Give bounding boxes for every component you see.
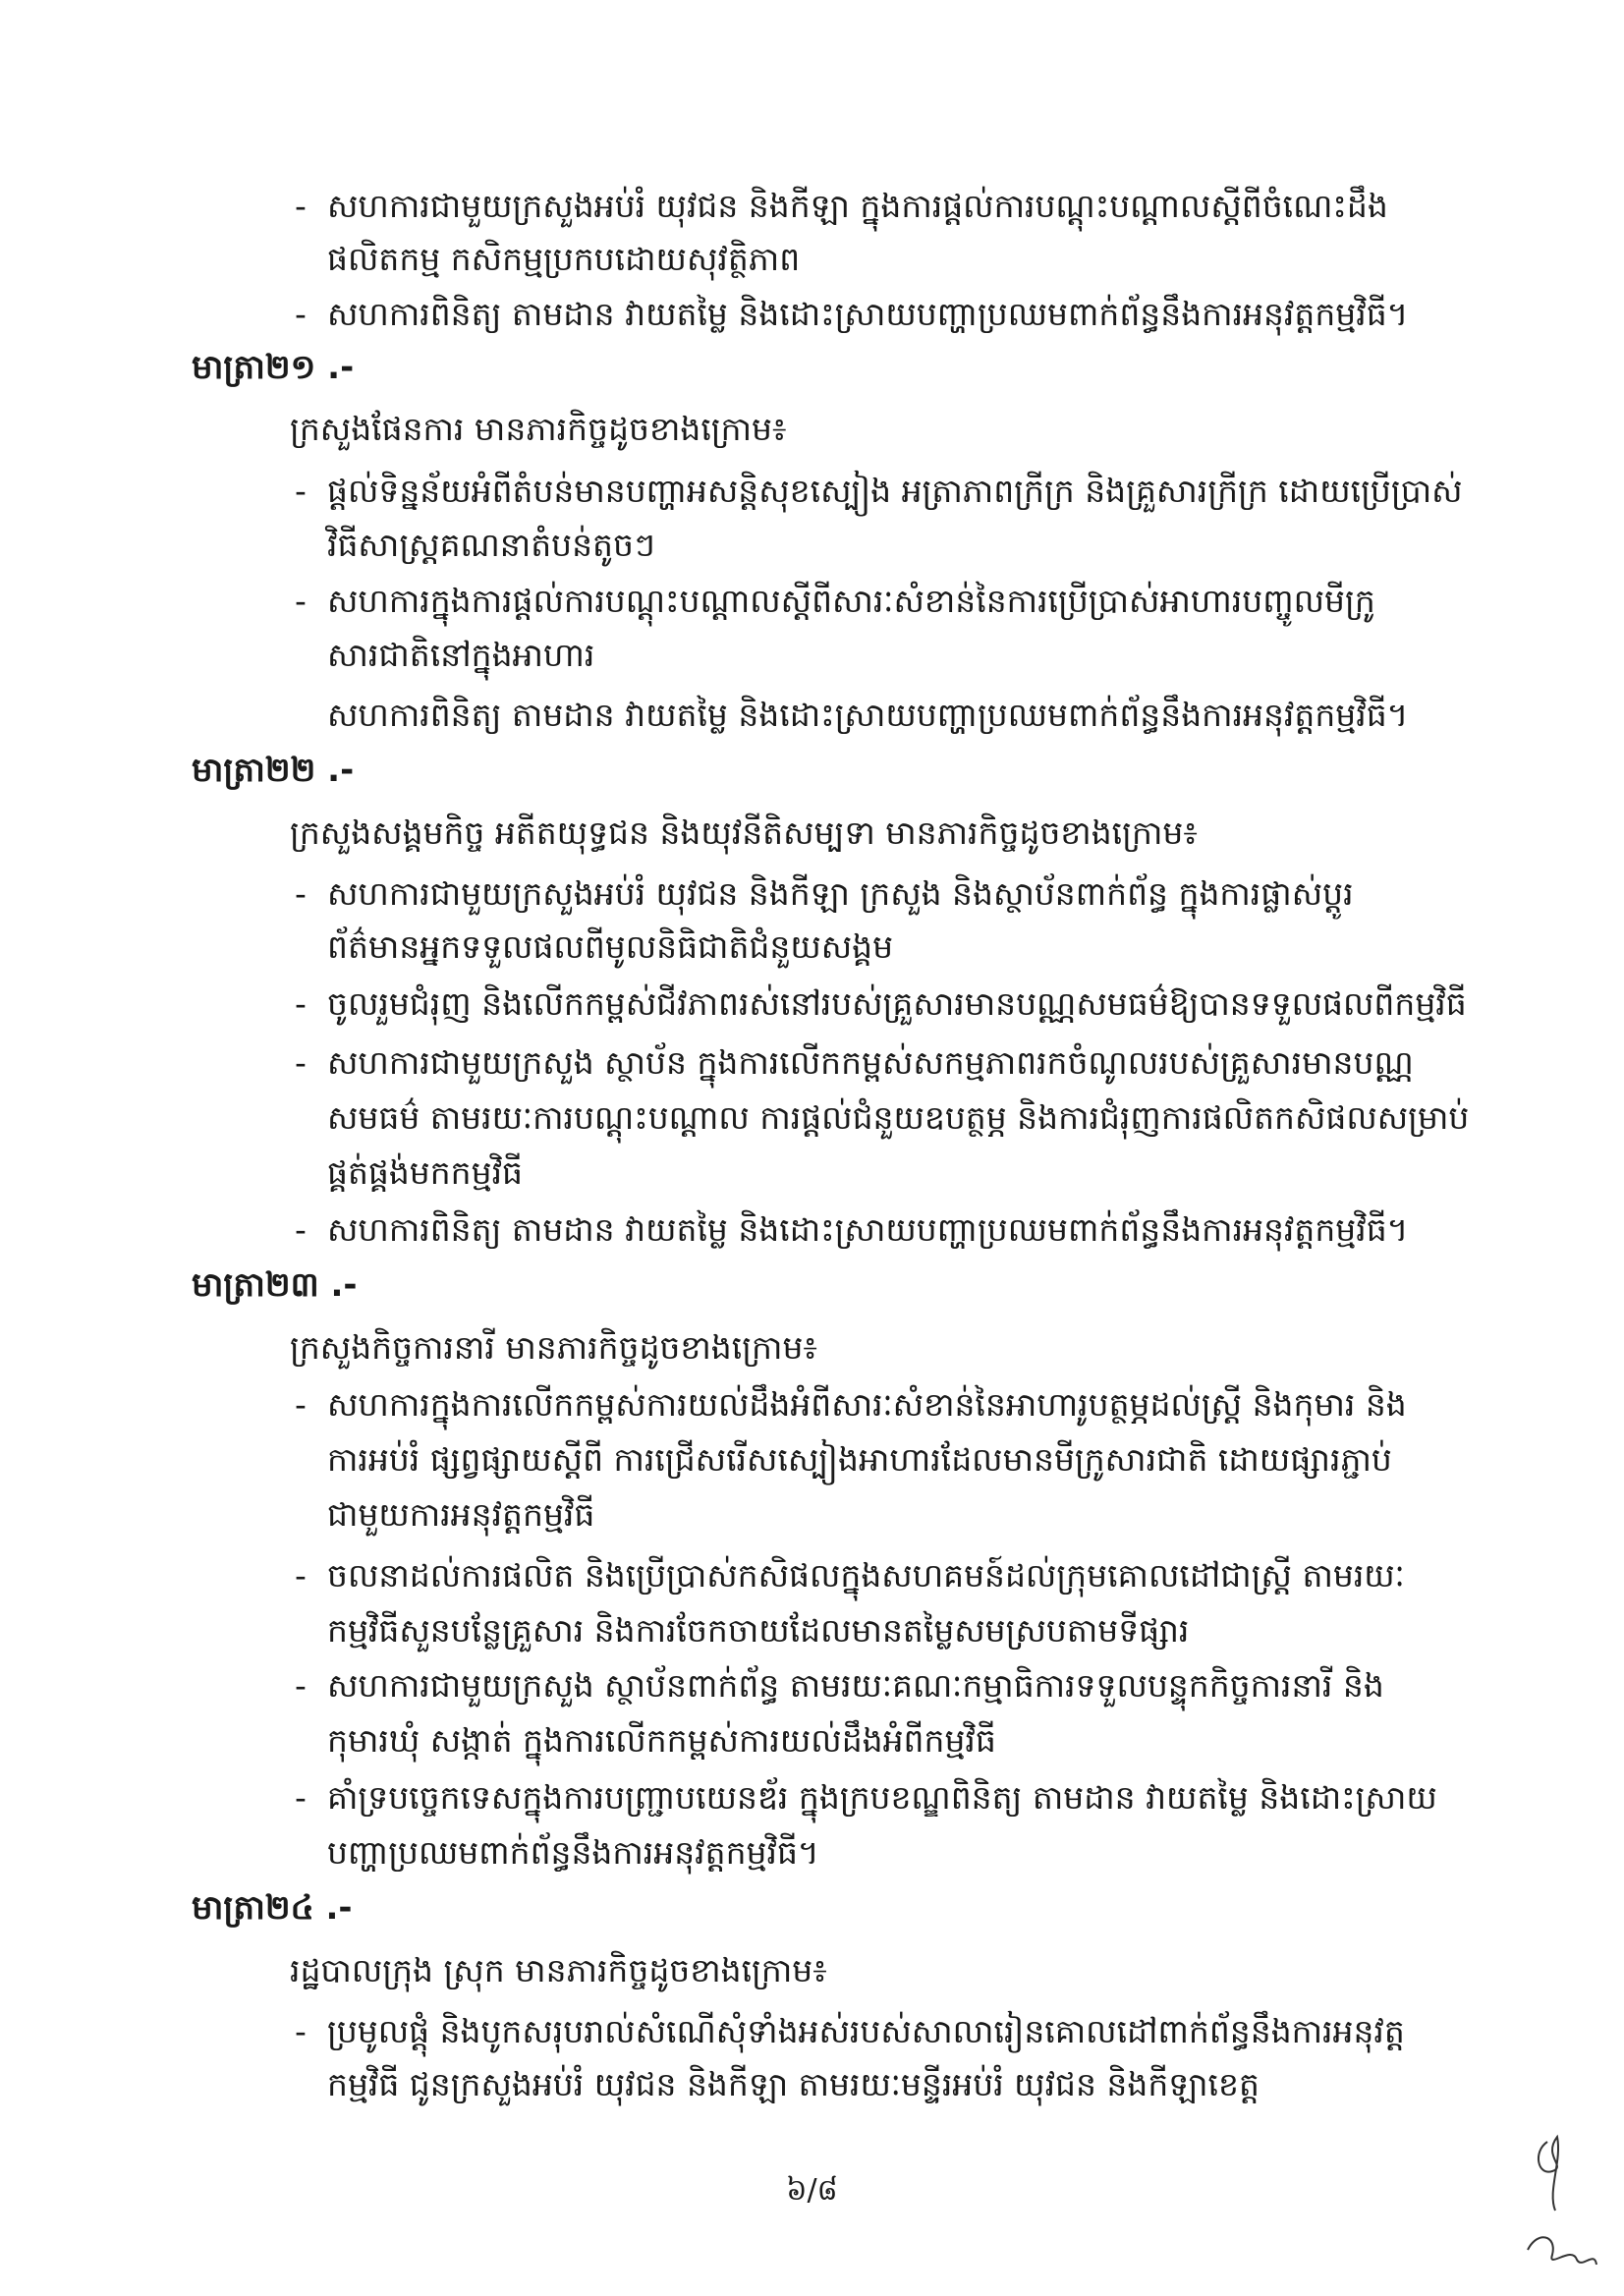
bullet-line: សហការពិនិត្យ តាមដាន វាយតម្លៃ និងដោះស្រាយបញ្ហាប្រឈមពាក់ព័ន្ធនឹងការអនុវត្តកម្មវិធី។	[327, 295, 1409, 333]
bullet-line-continued: ផ្គត់ផ្គង់មកកម្មវិធី	[327, 1153, 523, 1192]
page-number: ៦/៨	[786, 2173, 838, 2208]
bullet-line: សហការក្នុងការលើកកម្ពស់ការយល់ដឹងអំពីសារៈសំខាន់នៃអាហារូបត្ថម្ភដល់ស្ត្រី និងកុមារ និង	[327, 1385, 1407, 1424]
bullet-line-continued: សមធម៌ តាមរយៈការបណ្ដុះបណ្ដាល ការផ្ដល់ជំនួយឧបត្ថម្ភ និងការជំរុញការផលិតកសិផលសម្រាប់	[327, 1098, 1470, 1137]
article-intro: ក្រសួងសង្គមកិច្ច អតីតយុទ្ធជន និងយុវនីតិសម្បទា មានភារកិច្ចដូចខាងក្រោម៖	[290, 813, 1198, 852]
bullet-line: ផ្ដល់ទិន្នន័យអំពីតំបន់មានបញ្ហាអសន្តិសុខស្បៀង អត្រាភាពក្រីក្រ និងគ្រួសារក្រីក្រ ដោយប្រើប្រាស់	[327, 472, 1463, 510]
bullet-line: ចលនាដល់ការផលិត និងប្រើប្រាស់កសិផលក្នុងសហគមន៍ដល់ក្រុមគោលដៅជាស្ត្រី តាមរយៈ	[327, 1556, 1405, 1595]
bullet-line-continued: វិធីសាស្ត្រគណនាតំបន់តូចៗ	[327, 526, 655, 564]
bullet-line-continued: បញ្ហាប្រឈមពាក់ព័ន្ធនឹងការអនុវត្តកម្មវិធី។	[327, 1833, 819, 1872]
bullet-line: សហការពិនិត្យ តាមដាន វាយតម្លៃ និងដោះស្រាយបញ្ហាប្រឈមពាក់ព័ន្ធនឹងការអនុវត្តកម្មវិធី។	[327, 696, 1409, 734]
bullet-line-continued: ការអប់រំ ផ្សព្វផ្សាយស្ដីពី ការជ្រើសរើសស្បៀងអាហារដែលមានមីក្រូសារជាតិ ដោយផ្សារភ្ជាប់	[327, 1440, 1392, 1479]
bullet-dash: -	[295, 1666, 307, 1705]
bullet-dash: -	[295, 984, 307, 1023]
bullet-line-continued: កម្មវិធី ជូនក្រសួងអប់រំ យុវជន និងកីឡា តាមរយៈមន្ទីរអប់រំ យុវជន និងកីឡាខេត្ត	[327, 2065, 1260, 2103]
bullet-dash: -	[295, 187, 307, 225]
article-heading: មាត្រា២២ .-	[192, 751, 355, 790]
bullet-line-continued: កុមារឃុំ សង្កាត់ ក្នុងការលើកកម្ពស់ការយល់ដឹងអំពីកម្មវិធី	[327, 1721, 996, 1760]
article-heading: មាត្រា២១ .-	[192, 348, 355, 387]
article-heading: មាត្រា២៣ .-	[192, 1265, 358, 1305]
bullet-line-continued: សារជាតិនៅក្នុងអាហារ	[327, 636, 595, 674]
bullet-line: ចូលរួមជំរុញ និងលើកកម្ពស់ជីវភាពរស់នៅរបស់គ្រួសារមានបណ្ណសមធម៌ឱ្យបានទទួលផលពីកម្មវិធី	[327, 984, 1467, 1023]
bullet-dash: -	[295, 582, 307, 620]
bullet-line: ប្រមូលផ្ដុំ និងបូកសរុបរាល់សំណើសុំទាំងអស់របស់សាលារៀនគោលដៅពាក់ព័ន្ធនឹងការអនុវត្ត	[327, 2012, 1405, 2050]
bullet-line: សហការជាមួយក្រសួងអប់រំ យុវជន និងកីឡា ក្នុងការផ្ដល់ការបណ្ដុះបណ្ដាលស្ដីពីចំណេះដឹង	[327, 187, 1388, 225]
bullet-dash: -	[295, 1210, 307, 1249]
bullet-line: សហការក្នុងការផ្ដល់ការបណ្ដុះបណ្ដាលស្ដីពីសារៈសំខាន់នៃការប្រើប្រាស់អាហារបញ្ចូលមីក្រូ	[327, 582, 1375, 620]
bullet-dash: -	[295, 874, 307, 913]
article-intro: ក្រសួងផែនការ មានភារកិច្ចដូចខាងក្រោម៖	[290, 410, 787, 448]
article-heading: មាត្រា២៤ .-	[192, 1888, 353, 1928]
bullet-line: សហការជាមួយក្រសួង ស្ថាប័នពាក់ព័ន្ធ តាមរយៈគណៈកម្មាធិការទទួលបន្ទុកកិច្ចការនារី និង	[327, 1666, 1384, 1705]
handwritten-initials	[1518, 2122, 1606, 2279]
bullet-line-continued: កម្មវិធីសួនបន្លែគ្រួសារ និងការចែកចាយដែលមានតម្លៃសមស្របតាមទីផ្សារ	[327, 1611, 1190, 1650]
bullet-dash: -	[295, 1043, 307, 1082]
bullet-line: សហការជាមួយក្រសួងអប់រំ យុវជន និងកីឡា ក្រសួង និងស្ថាប័នពាក់ព័ន្ធ ក្នុងការផ្លាស់ប្ដូរ	[327, 874, 1354, 913]
bullet-dash: -	[295, 1556, 307, 1595]
bullet-line: គាំទ្របច្ចេកទេសក្នុងការបញ្ជ្រាបយេនឌ័រ ក្នុងក្របខណ្ឌពិនិត្យ តាមដាន វាយតម្លៃ និងដោះស្រាយ	[327, 1778, 1437, 1817]
bullet-dash: -	[295, 472, 307, 510]
bullet-line-continued: ជាមួយការអនុវត្តកម្មវិធី	[327, 1495, 595, 1534]
bullet-line-continued: ផលិតកម្ម កសិកម្មប្រកបដោយសុវត្ថិភាព	[327, 240, 801, 278]
bullet-dash: -	[295, 1778, 307, 1817]
bullet-dash: -	[295, 295, 307, 333]
bullet-dash: -	[295, 1385, 307, 1424]
bullet-line-continued: ព័ត៌មានអ្នកទទួលផលពីមូលនិធិជាតិជំនួយសង្គម	[327, 927, 894, 966]
article-intro: ក្រសួងកិច្ចការនារី មានភារកិច្ចដូចខាងក្រោម៖	[290, 1328, 817, 1367]
bullet-line: សហការជាមួយក្រសួង ស្ថាប័ន ក្នុងការលើកកម្ពស់សកម្មភាពរកចំណូលរបស់គ្រួសារមានបណ្ណ	[327, 1043, 1414, 1082]
bullet-dash: -	[295, 2012, 307, 2050]
article-intro: រដ្ឋបាលក្រុង ស្រុក មានភារកិច្ចដូចខាងក្រោម៖	[290, 1951, 827, 1989]
bullet-line: សហការពិនិត្យ តាមដាន វាយតម្លៃ និងដោះស្រាយបញ្ហាប្រឈមពាក់ព័ន្ធនឹងការអនុវត្តកម្មវិធី។	[327, 1210, 1409, 1249]
